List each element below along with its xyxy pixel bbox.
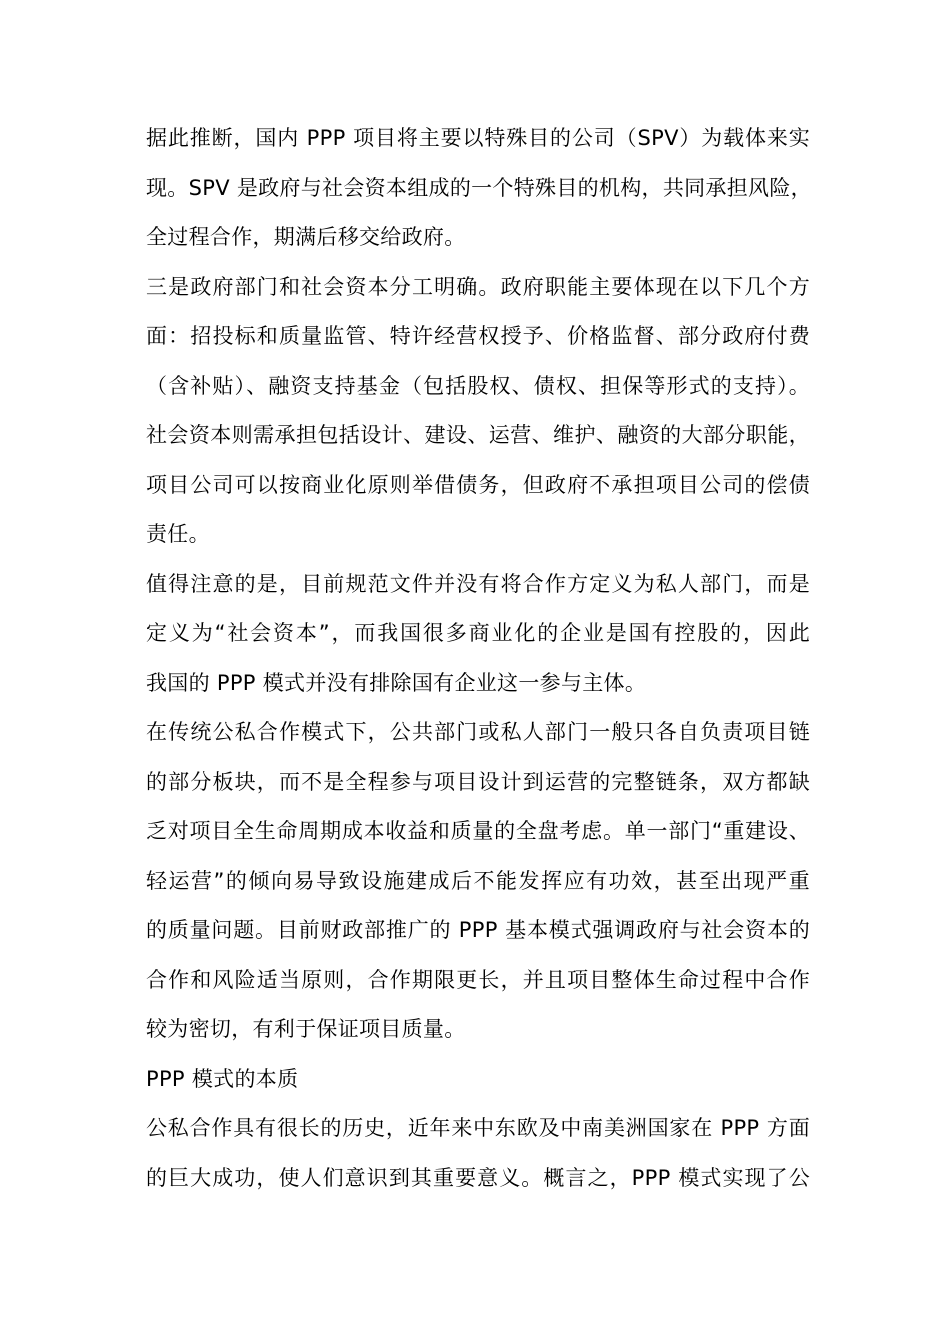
text-line: 的质量问题。目前财政部推广的 PPP 基本模式强调政府与社会资本的 [146,918,810,942]
text-line: 我国的 PPP 模式并没有排除国有企业这一参与主体。 [146,670,647,695]
text-line: 较为密切，有利于保证项目质量。 [146,1017,466,1041]
text-line: 合作和风险适当原则，合作期限更长，并且项目整体生命过程中合作 [146,967,810,992]
section-heading: PPP 模式的本质 [146,1066,299,1091]
text-line: 全过程合作，期满后移交给政府。 [146,225,466,249]
text-line: 乏对项目全生命周期成本收益和质量的全盘考虑。单一部门“重建设、 [146,819,810,843]
text-line: 公私合作具有很长的历史，近年来中东欧及中南美洲国家在 PPP 方面 [146,1116,810,1140]
text-line: 三是政府部门和社会资本分工明确。政府职能主要体现在以下几个方 [146,274,810,299]
text-line: 的巨大成功，使人们意识到其重要意义。概言之，PPP 模式实现了公 [146,1165,810,1190]
text-line: 现。SPV 是政府与社会资本组成的一个特殊目的机构，共同承担风险， [146,175,812,200]
text-line: 责任。 [146,522,210,546]
text-line: 轻运营”的倾向易导致设施建成后不能发挥应有功效，甚至出现严重 [146,868,810,893]
text-line: 社会资本则需承担包括设计、建设、运营、维护、融资的大部分职能， [146,423,810,447]
text-line: 定义为“社会资本”，而我国很多商业化的企业是国有控股的，因此 [146,621,810,645]
text-line: 面：招投标和质量监管、特许经营权授予、价格监督、部分政府付费 [146,324,810,348]
text-line: （含补贴）、融资支持基金（包括股权、债权、担保等形式的支持）。 [146,373,810,398]
text-line: 据此推断，国内 PPP 项目将主要以特殊目的公司（SPV）为载体来实 [146,126,810,150]
text-line: 项目公司可以按商业化原则举借债务，但政府不承担项目公司的偿债 [146,472,810,497]
text-line: 值得注意的是，目前规范文件并没有将合作方定义为私人部门，而是 [146,571,810,596]
document-body [146,114,810,1203]
text-line: 在传统公私合作模式下，公共部门或私人部门一般只各自负责项目链 [146,720,810,744]
text-line: 的部分板块，而不是全程参与项目设计到运营的完整链条，双方都缺 [146,769,810,794]
